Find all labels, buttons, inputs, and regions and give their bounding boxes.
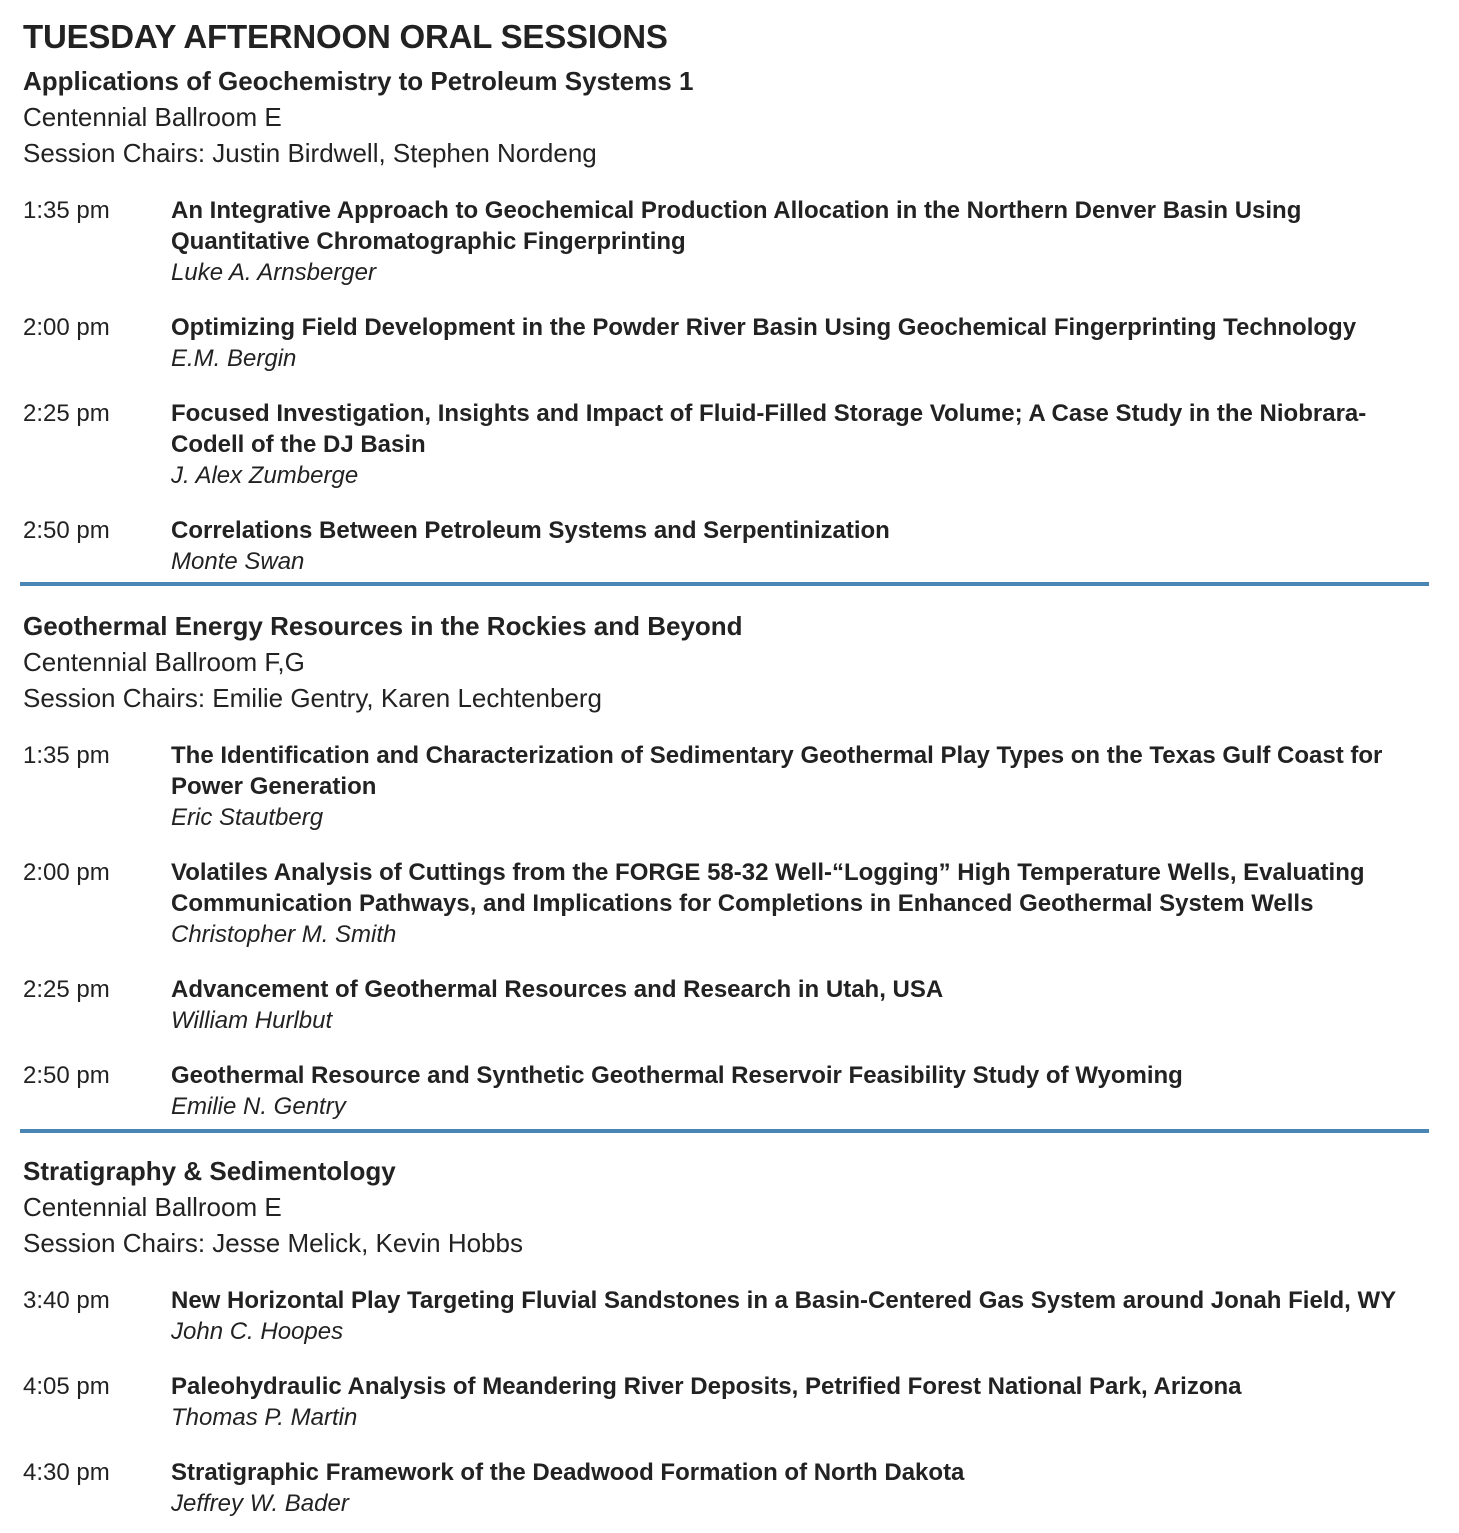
session-room: Centennial Ballroom E <box>23 1192 282 1222</box>
talk-time: 2:00 pm <box>23 859 110 886</box>
session-room: Centennial Ballroom F,G <box>23 647 305 677</box>
section-divider <box>20 1129 1429 1133</box>
talk-speaker: E.M. Bergin <box>171 345 297 372</box>
talk-time: 4:30 pm <box>23 1459 110 1486</box>
talk-title: Volatiles Analysis of Cuttings from the FORGE 58-32 Well-“Logging” High Temperature Wells, Evaluating Communication Pathways, and Implications for Completions in Enhanced Geothermal System Wells <box>171 859 1365 917</box>
talk-time: 2:25 pm <box>23 400 110 427</box>
talk-title: Stratigraphic Framework of the Deadwood Formation of North Dakota <box>171 1459 965 1486</box>
talk-time: 1:35 pm <box>23 197 110 224</box>
talk-speaker: John C. Hoopes <box>171 1318 344 1345</box>
talk-speaker: Thomas P. Martin <box>171 1404 358 1431</box>
talk-title: Focused Investigation, Insights and Impact of Fluid-Filled Storage Volume; A Case Study in the Niobrara-Codell of the DJ Basin <box>171 400 1367 458</box>
talk-title: Optimizing Field Development in the Powder River Basin Using Geochemical Fingerprinting Technology <box>171 314 1357 341</box>
talk-time: 4:05 pm <box>23 1373 110 1400</box>
talk-speaker: Emilie N. Gentry <box>171 1093 346 1120</box>
session-title: Geothermal Energy Resources in the Rockies and Beyond <box>23 611 743 641</box>
talk-title: Paleohydraulic Analysis of Meandering River Deposits, Petrified Forest National Park, Arizona <box>171 1373 1242 1400</box>
session-title: Stratigraphy & Sedimentology <box>23 1156 396 1186</box>
talk-speaker: Luke A. Arnsberger <box>171 259 376 286</box>
session-title: Applications of Geochemistry to Petroleum Systems 1 <box>23 66 694 96</box>
talk-speaker: Jeffrey W. Bader <box>171 1490 349 1517</box>
section-divider <box>20 582 1429 586</box>
talk-title: The Identification and Characterization of Sedimentary Geothermal Play Types on the Texas Gulf Coast for Power Generation <box>171 742 1383 800</box>
talk-speaker: Monte Swan <box>171 548 305 575</box>
talk-time: 1:35 pm <box>23 742 110 769</box>
talk-title: New Horizontal Play Targeting Fluvial Sandstones in a Basin-Centered Gas System around Jonah Field, WY <box>171 1287 1397 1314</box>
talk-speaker: Christopher M. Smith <box>171 921 397 948</box>
talk-time: 2:50 pm <box>23 1062 110 1089</box>
talk-time: 2:50 pm <box>23 517 110 544</box>
page-title: TUESDAY AFTERNOON ORAL SESSIONS <box>23 18 668 55</box>
talk-title: An Integrative Approach to Geochemical Production Allocation in the Northern Denver Basin Using Quantitative Chromatographic Fingerprinting <box>171 197 1302 255</box>
session-chairs: Session Chairs: Jesse Melick, Kevin Hobbs <box>23 1228 523 1258</box>
talk-speaker: J. Alex Zumberge <box>171 462 359 489</box>
talk-title: Correlations Between Petroleum Systems and Serpentinization <box>171 517 890 544</box>
talk-speaker: Eric Stautberg <box>171 804 324 831</box>
session-chairs: Session Chairs: Emilie Gentry, Karen Lechtenberg <box>23 683 603 713</box>
talk-title: Advancement of Geothermal Resources and Research in Utah, USA <box>171 976 944 1003</box>
talk-title: Geothermal Resource and Synthetic Geothermal Reservoir Feasibility Study of Wyoming <box>171 1062 1183 1089</box>
talk-time: 3:40 pm <box>23 1287 110 1314</box>
talk-time: 2:25 pm <box>23 976 110 1003</box>
talk-time: 2:00 pm <box>23 314 110 341</box>
session-room: Centennial Ballroom E <box>23 102 282 132</box>
talk-speaker: William Hurlbut <box>171 1007 333 1034</box>
session-chairs: Session Chairs: Justin Birdwell, Stephen Nordeng <box>23 138 597 168</box>
